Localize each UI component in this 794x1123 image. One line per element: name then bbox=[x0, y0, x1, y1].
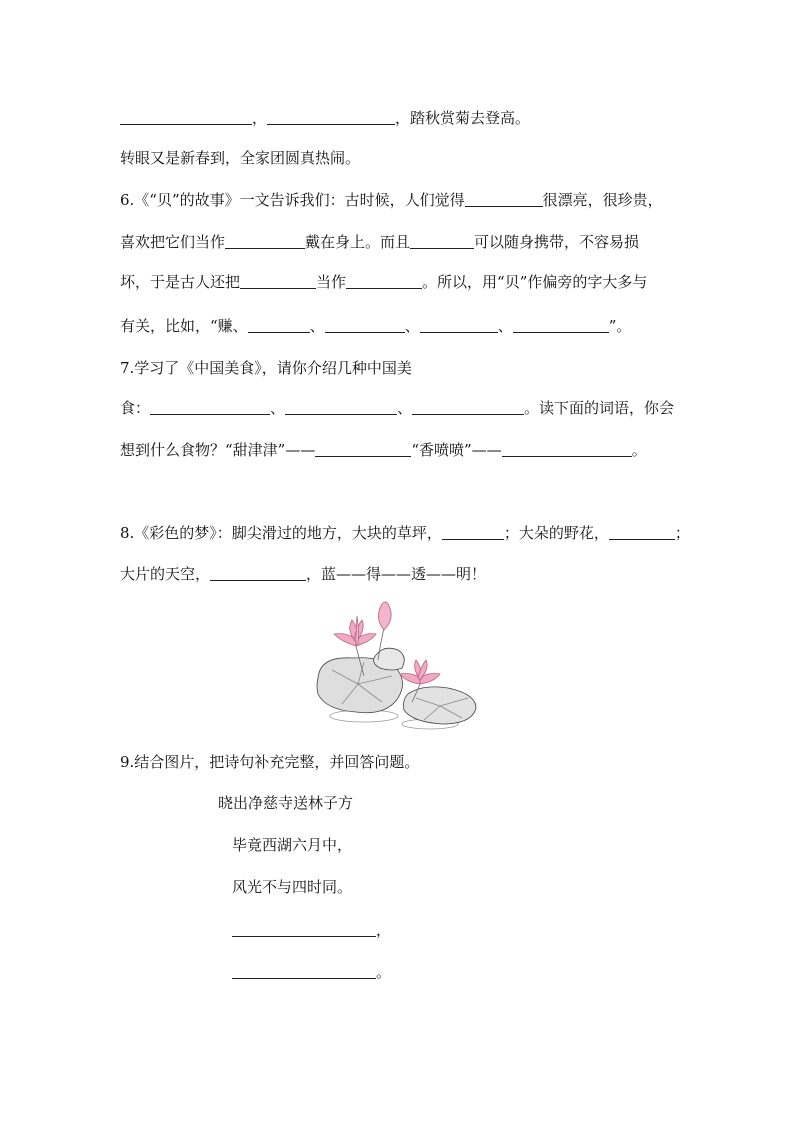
poem-line-autumn bbox=[120, 108, 690, 128]
question-9-prompt: 9.结合图片，把诗句补充完整，并回答问题。 bbox=[120, 753, 420, 771]
text: 很漂亮，很珍贵， bbox=[542, 191, 663, 209]
poem-line-2: 风光不与四时同。 bbox=[232, 878, 353, 896]
text: 想到什么食物？“甜津津”—— bbox=[120, 441, 316, 459]
answer-blank[interactable] bbox=[442, 524, 504, 540]
answer-blank[interactable] bbox=[346, 273, 422, 289]
question-8-line-2 bbox=[120, 564, 690, 584]
question-7-line-3 bbox=[120, 440, 690, 460]
answer-blank[interactable] bbox=[225, 233, 305, 249]
text: 大片的天空， bbox=[120, 565, 211, 583]
text: 可以随身携带，不容易损 bbox=[474, 233, 640, 251]
answer-blank[interactable] bbox=[248, 317, 310, 333]
question-6-line-4 bbox=[120, 316, 690, 336]
answer-blank[interactable] bbox=[513, 317, 609, 333]
text: 踏秋赏菊去登高。 bbox=[410, 109, 531, 127]
answer-blank[interactable] bbox=[150, 399, 270, 415]
lotus-illustration bbox=[312, 598, 482, 733]
question-6-line-3 bbox=[120, 272, 690, 292]
text: ”。 bbox=[608, 317, 632, 335]
text: “香喷喷”—— bbox=[411, 441, 502, 459]
text: 、 bbox=[309, 317, 325, 335]
answer-blank[interactable] bbox=[240, 273, 316, 289]
text: 。读下面的词语，你会 bbox=[524, 399, 675, 417]
poem-line-4 bbox=[232, 962, 391, 982]
answer-blank[interactable] bbox=[609, 524, 675, 540]
text: 、 bbox=[270, 399, 286, 417]
answer-blank[interactable] bbox=[120, 109, 252, 125]
answer-blank[interactable] bbox=[420, 317, 498, 333]
answer-blank[interactable] bbox=[267, 109, 395, 125]
text: 。所以，用“贝”作偏旁的字大多与 bbox=[422, 273, 648, 291]
text: 。 bbox=[631, 441, 647, 459]
question-6-line-1 bbox=[120, 190, 690, 210]
text: ， bbox=[252, 109, 268, 127]
answer-blank[interactable] bbox=[232, 963, 376, 979]
answer-blank[interactable] bbox=[410, 233, 474, 249]
text: 6.《“贝”的故事》一文告诉我们：古时候，人们觉得 bbox=[120, 191, 465, 209]
answer-blank[interactable] bbox=[325, 317, 405, 333]
text: 戴在身上。而且 bbox=[305, 233, 411, 251]
text: 喜欢把它们当作 bbox=[120, 233, 226, 251]
poem-line-1: 毕竟西湖六月中， bbox=[232, 836, 353, 854]
answer-blank[interactable] bbox=[285, 399, 397, 415]
text: ；大朵的野花， bbox=[503, 524, 609, 542]
text: ； bbox=[674, 524, 690, 542]
answer-blank[interactable] bbox=[210, 565, 306, 581]
answer-blank[interactable] bbox=[315, 441, 411, 457]
text: 、 bbox=[497, 317, 513, 335]
text: 。 bbox=[376, 963, 392, 981]
text: 有关，比如，“赚、 bbox=[120, 317, 248, 335]
question-7-line-2 bbox=[120, 398, 690, 418]
question-8-line-1 bbox=[120, 523, 690, 543]
text: 食： bbox=[120, 399, 151, 417]
question-6-line-2 bbox=[120, 232, 690, 252]
text: ， bbox=[395, 109, 411, 127]
text: ，蓝——得——透——明！ bbox=[306, 565, 487, 583]
answer-blank[interactable] bbox=[232, 921, 376, 937]
text: ， bbox=[376, 921, 392, 939]
poem-title: 晓出净慈寺送林子方 bbox=[218, 794, 354, 812]
poem-line-3 bbox=[232, 920, 391, 940]
text: 坏，于是古人还把 bbox=[120, 273, 241, 291]
question-7-line-1: 7.学习了《中国美食》，请你介绍几种中国美 bbox=[120, 359, 412, 377]
answer-blank[interactable] bbox=[502, 441, 632, 457]
text: 、 bbox=[397, 399, 413, 417]
answer-blank[interactable] bbox=[465, 191, 543, 207]
text: 、 bbox=[404, 317, 420, 335]
text: 8.《彩色的梦》：脚尖滑过的地方，大块的草坪， bbox=[120, 524, 442, 542]
text: 当作 bbox=[316, 273, 347, 291]
poem-line-spring: 转眼又是新春到，全家团圆真热闹。 bbox=[120, 149, 361, 167]
answer-blank[interactable] bbox=[412, 399, 524, 415]
